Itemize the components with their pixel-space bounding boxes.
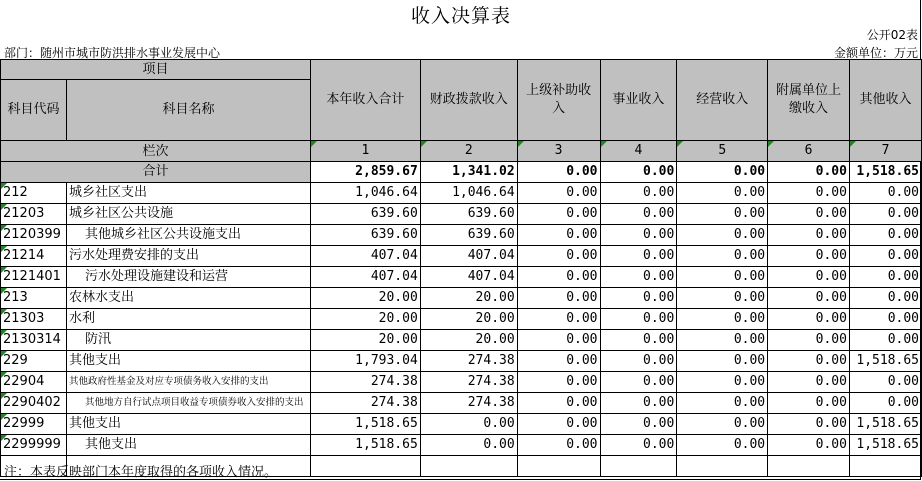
col-number-2: 2 xyxy=(420,141,517,162)
empty-cell xyxy=(768,456,850,477)
col-number-6: 6 xyxy=(768,141,850,162)
header-col-5: 经营收入 xyxy=(677,60,768,141)
header-col-6: 附属单位上缴收入 xyxy=(768,60,850,141)
amount-cell: 0.00 xyxy=(677,309,768,330)
amount-cell: 0.00 xyxy=(600,225,677,246)
amount-cell: 0.00 xyxy=(517,330,600,351)
amount-cell: 0.00 xyxy=(768,435,850,456)
amount-cell: 0.00 xyxy=(768,267,850,288)
amount-cell: 0.00 xyxy=(677,246,768,267)
amount-cell: 1,518.65 xyxy=(849,435,921,456)
header-row-project xyxy=(1,60,922,80)
empty-cell xyxy=(517,456,600,477)
amount-cell: 0.00 xyxy=(600,309,677,330)
amount-cell: 0.00 xyxy=(849,204,921,225)
subject-code: 21303 xyxy=(1,309,67,330)
subject-code: 21214 xyxy=(1,246,67,267)
col-number-4: 4 xyxy=(600,141,677,162)
total-value: 0.00 xyxy=(600,162,677,183)
table-row xyxy=(1,288,922,309)
subject-name: 水利 xyxy=(66,309,310,330)
table-row xyxy=(1,246,922,267)
subject-name: 其他地方自行试点项目收益专项债券收入安排的支出 xyxy=(66,393,310,414)
amount-cell: 0.00 xyxy=(517,414,600,435)
subject-code: 2121401 xyxy=(1,267,67,288)
amount-cell: 639.60 xyxy=(310,225,420,246)
table-row xyxy=(1,267,922,288)
lanci-label: 栏次 xyxy=(1,141,311,162)
amount-cell: 0.00 xyxy=(849,267,921,288)
amount-cell: 0.00 xyxy=(600,330,677,351)
subject-code: 2299999 xyxy=(1,435,67,456)
amount-cell: 0.00 xyxy=(517,246,600,267)
amount-cell: 1,046.64 xyxy=(310,183,420,204)
amount-cell: 0.00 xyxy=(517,267,600,288)
subject-name: 城乡社区公共设施 xyxy=(66,204,310,225)
col-number-7: 7 xyxy=(849,141,921,162)
amount-cell: 0.00 xyxy=(677,288,768,309)
header-name: 科目名称 xyxy=(66,80,310,141)
amount-cell: 0.00 xyxy=(600,372,677,393)
amount-cell: 0.00 xyxy=(849,288,921,309)
amount-cell: 0.00 xyxy=(600,351,677,372)
amount-cell: 274.38 xyxy=(310,372,420,393)
amount-cell: 0.00 xyxy=(849,246,921,267)
amount-cell: 0.00 xyxy=(517,435,600,456)
department-label: 部门：随州市城市防洪排水事业发展中心 xyxy=(4,46,221,60)
empty-cell xyxy=(677,456,768,477)
amount-cell: 0.00 xyxy=(677,183,768,204)
amount-cell: 0.00 xyxy=(600,267,677,288)
amount-cell: 20.00 xyxy=(310,309,420,330)
table-row xyxy=(1,435,922,456)
amount-cell: 1,046.64 xyxy=(420,183,517,204)
amount-cell: 0.00 xyxy=(768,309,850,330)
amount-cell: 0.00 xyxy=(768,351,850,372)
empty-cell xyxy=(310,456,420,477)
amount-cell: 0.00 xyxy=(768,288,850,309)
table-row xyxy=(1,204,922,225)
amount-cell: 0.00 xyxy=(420,414,517,435)
amount-cell: 0.00 xyxy=(677,393,768,414)
amount-cell: 20.00 xyxy=(420,309,517,330)
subject-name: 其他城乡社区公共设施支出 xyxy=(66,225,310,246)
unit-label: 金额单位：万元 xyxy=(833,46,918,60)
amount-cell: 20.00 xyxy=(310,288,420,309)
total-value: 0.00 xyxy=(517,162,600,183)
income-table xyxy=(0,59,922,477)
amount-cell: 0.00 xyxy=(768,204,850,225)
table-row xyxy=(1,414,922,435)
amount-cell: 0.00 xyxy=(677,267,768,288)
amount-cell: 0.00 xyxy=(517,372,600,393)
empty-cell xyxy=(849,456,921,477)
col-number-5: 5 xyxy=(677,141,768,162)
amount-cell: 0.00 xyxy=(768,225,850,246)
amount-cell: 0.00 xyxy=(517,288,600,309)
table-row xyxy=(1,225,922,246)
subject-code: 229 xyxy=(1,351,67,372)
amount-cell: 0.00 xyxy=(517,309,600,330)
subject-code: 2120399 xyxy=(1,225,67,246)
subject-name: 其他支出 xyxy=(66,414,310,435)
amount-cell: 20.00 xyxy=(420,288,517,309)
header-code: 科目代码 xyxy=(1,80,67,141)
table-row xyxy=(1,330,922,351)
amount-cell: 0.00 xyxy=(768,393,850,414)
amount-cell: 0.00 xyxy=(849,225,921,246)
total-value: 1,341.02 xyxy=(420,162,517,183)
amount-cell: 0.00 xyxy=(677,414,768,435)
total-value: 1,518.65 xyxy=(849,162,921,183)
amount-cell: 639.60 xyxy=(420,225,517,246)
amount-cell: 0.00 xyxy=(600,393,677,414)
total-value: 2,859.67 xyxy=(310,162,420,183)
amount-cell: 1,518.65 xyxy=(849,351,921,372)
footnote: 注：本表反映部门本年度取得的各项收入情况。 xyxy=(4,465,278,480)
amount-cell: 0.00 xyxy=(600,435,677,456)
total-label: 合计 xyxy=(1,162,311,183)
col-number-3: 3 xyxy=(517,141,600,162)
lanci-row xyxy=(1,141,922,162)
amount-cell: 20.00 xyxy=(310,330,420,351)
subject-name: 其他政府性基金及对应专项债务收入安排的支出 xyxy=(66,372,310,393)
header-col-2: 财政拨款收入 xyxy=(420,60,517,141)
subject-name: 污水处理设施建设和运营 xyxy=(66,267,310,288)
header-col-3: 上级补助收入 xyxy=(517,60,600,141)
amount-cell: 0.00 xyxy=(768,414,850,435)
form-code: 公开02表 xyxy=(866,28,918,42)
amount-cell: 407.04 xyxy=(420,267,517,288)
header-project: 项目 xyxy=(1,60,311,80)
empty-cell xyxy=(420,456,517,477)
amount-cell: 0.00 xyxy=(849,183,921,204)
amount-cell: 407.04 xyxy=(310,246,420,267)
amount-cell: 0.00 xyxy=(768,246,850,267)
amount-cell: 0.00 xyxy=(517,183,600,204)
amount-cell: 0.00 xyxy=(600,414,677,435)
subject-name: 城乡社区支出 xyxy=(66,183,310,204)
amount-cell: 0.00 xyxy=(849,372,921,393)
amount-cell: 1,518.65 xyxy=(310,435,420,456)
table-row xyxy=(1,393,922,414)
amount-cell: 0.00 xyxy=(677,225,768,246)
amount-cell: 0.00 xyxy=(677,330,768,351)
header-col-1: 本年收入合计 xyxy=(310,60,420,141)
amount-cell: 0.00 xyxy=(768,330,850,351)
amount-cell: 0.00 xyxy=(677,204,768,225)
amount-cell: 0.00 xyxy=(600,288,677,309)
table-row xyxy=(1,183,922,204)
col-number-1: 1 xyxy=(310,141,420,162)
table-row xyxy=(1,309,922,330)
amount-cell: 0.00 xyxy=(768,372,850,393)
subject-code: 2130314 xyxy=(1,330,67,351)
total-value: 0.00 xyxy=(768,162,850,183)
subject-name: 其他支出 xyxy=(66,435,310,456)
header-col-7: 其他收入 xyxy=(849,60,921,141)
amount-cell: 0.00 xyxy=(517,204,600,225)
amount-cell: 0.00 xyxy=(677,372,768,393)
subject-code: 212 xyxy=(1,183,67,204)
amount-cell: 274.38 xyxy=(420,393,517,414)
amount-cell: 0.00 xyxy=(517,351,600,372)
subject-code: 21203 xyxy=(1,204,67,225)
amount-cell: 1,518.65 xyxy=(310,414,420,435)
table-row xyxy=(1,351,922,372)
amount-cell: 0.00 xyxy=(849,330,921,351)
amount-cell: 0.00 xyxy=(768,183,850,204)
amount-cell: 0.00 xyxy=(849,309,921,330)
subject-name: 污水处理费安排的支出 xyxy=(66,246,310,267)
amount-cell: 0.00 xyxy=(420,435,517,456)
table-row xyxy=(1,372,922,393)
amount-cell: 1,518.65 xyxy=(849,414,921,435)
amount-cell: 407.04 xyxy=(420,246,517,267)
subject-name: 防汛 xyxy=(66,330,310,351)
amount-cell: 407.04 xyxy=(310,267,420,288)
amount-cell: 0.00 xyxy=(849,393,921,414)
amount-cell: 0.00 xyxy=(677,435,768,456)
amount-cell: 0.00 xyxy=(517,225,600,246)
total-value: 0.00 xyxy=(677,162,768,183)
subject-code: 22904 xyxy=(1,372,67,393)
amount-cell: 0.00 xyxy=(600,246,677,267)
subject-code: 2290402 xyxy=(1,393,67,414)
empty-cell xyxy=(600,456,677,477)
subject-name: 其他支出 xyxy=(66,351,310,372)
amount-cell: 0.00 xyxy=(600,183,677,204)
amount-cell: 0.00 xyxy=(677,351,768,372)
subject-code: 22999 xyxy=(1,414,67,435)
total-row xyxy=(1,162,922,183)
amount-cell: 1,793.04 xyxy=(310,351,420,372)
amount-cell: 0.00 xyxy=(600,204,677,225)
subject-code: 213 xyxy=(1,288,67,309)
header-col-4: 事业收入 xyxy=(600,60,677,141)
amount-cell: 639.60 xyxy=(310,204,420,225)
amount-cell: 274.38 xyxy=(420,351,517,372)
amount-cell: 20.00 xyxy=(420,330,517,351)
amount-cell: 0.00 xyxy=(517,393,600,414)
amount-cell: 639.60 xyxy=(420,204,517,225)
page-title: 收入决算表 xyxy=(410,5,511,27)
amount-cell: 274.38 xyxy=(310,393,420,414)
amount-cell: 274.38 xyxy=(420,372,517,393)
subject-name: 农林水支出 xyxy=(66,288,310,309)
